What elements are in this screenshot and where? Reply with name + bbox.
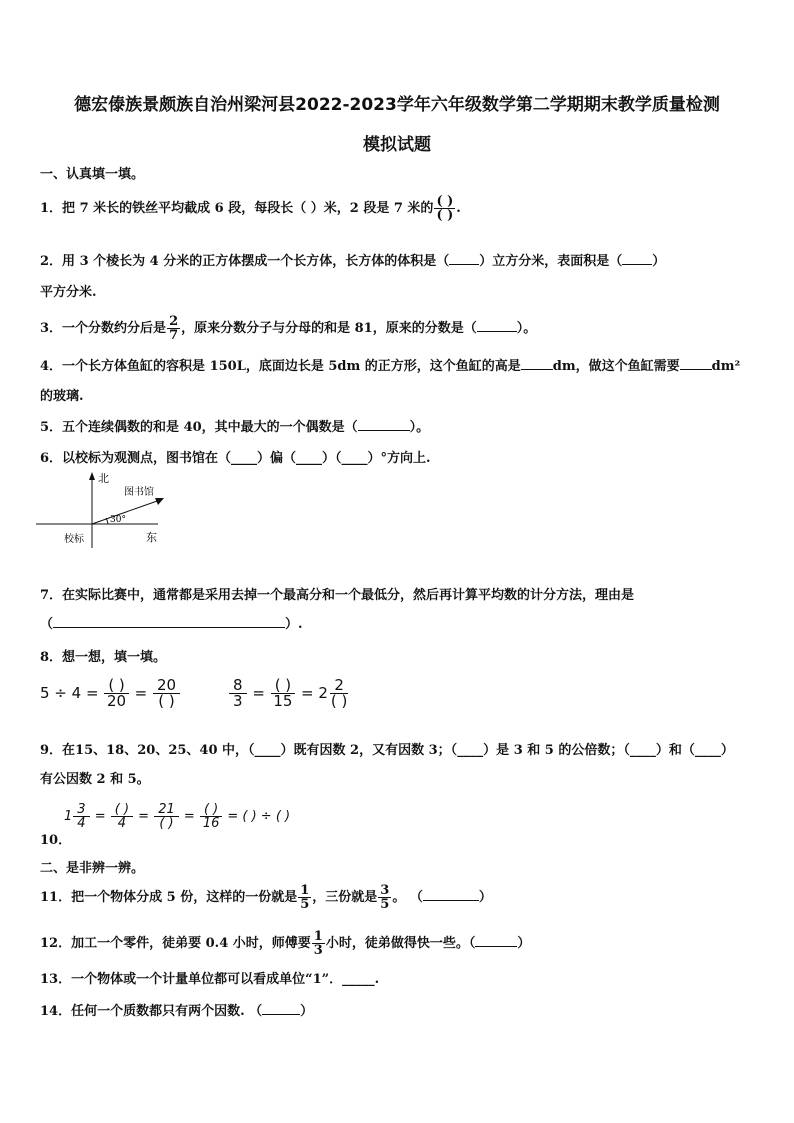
- question-4-line2: 的玻璃.: [40, 389, 84, 404]
- fraction-numerator: ( ): [104, 678, 128, 694]
- question-6: [40, 447, 431, 466]
- answer-blank[interactable]: [423, 900, 479, 901]
- library-direction-line: [92, 500, 160, 524]
- question-text: 五个连续偶数的和是 40，其中最大的一个偶数是（: [62, 420, 358, 435]
- answer-blank[interactable]: [449, 264, 479, 265]
- question-13: [40, 968, 379, 987]
- fraction-denominator: 5: [300, 897, 310, 912]
- question-text: 把 7 米长的铁丝平均截成 6 段，每段长（ ）米，2 段是 7 米的: [62, 201, 434, 216]
- equation-2: [228, 678, 350, 709]
- fraction-denominator: ( ): [330, 692, 348, 710]
- question-text: 想一想，填一填。: [62, 650, 167, 665]
- question-text: 加工一个零件，徒弟要 0.4 小时，师傅要: [71, 936, 311, 951]
- fraction-denominator: 4: [77, 816, 86, 831]
- mixed-number-whole: 1: [64, 809, 73, 824]
- question-text: ）。: [409, 420, 430, 435]
- question-11: [40, 884, 492, 911]
- question-text: ，原来分数分子与分母的和是 81，原来的分数是（: [181, 321, 477, 336]
- question-text: 用 3 个棱长为 4 分米的正方体摆成一个长方体，长方体的体积是（: [62, 254, 450, 269]
- question-text: ）: [652, 254, 666, 269]
- equals-sign: =: [183, 809, 195, 824]
- fraction-denominator: 5: [380, 897, 390, 912]
- question-text: 小时，徒弟做得快一些。（: [325, 936, 476, 951]
- fraction-numerator: 1: [300, 883, 310, 898]
- question-text: ）: [517, 936, 531, 951]
- answer-blank[interactable]: [680, 369, 712, 370]
- question-text: ，三份就是: [312, 890, 378, 905]
- answer-blank[interactable]: [262, 1014, 300, 1015]
- question-number: 6．: [40, 451, 63, 466]
- fraction-numerator: 20: [153, 678, 180, 694]
- equation-lhs: 5 ÷ 4 =: [40, 684, 99, 702]
- question-text: ）。: [516, 321, 537, 336]
- equals-sign: =: [300, 684, 314, 702]
- origin-label: 校标: [64, 534, 84, 545]
- question-text: （: [40, 617, 54, 632]
- fraction-blank[interactable]: [329, 678, 349, 709]
- question-text: 一个物体或一个计量单位都可以看成单位“1”．_____.: [71, 972, 380, 987]
- question-text: 一个分数约分后是: [62, 321, 167, 336]
- question-number: 5．: [40, 420, 63, 435]
- angle-label: 30°: [110, 515, 126, 525]
- question-number: 11．: [40, 890, 72, 905]
- library-label: 图书馆: [124, 487, 154, 498]
- fraction-denominator: ( ): [158, 692, 175, 710]
- fraction-denominator: 15: [273, 692, 293, 710]
- question-text: 在实际比赛中，通常都是采用去掉一个最高分和一个最低分，然后再计算平均数的计分方法，理由是: [62, 588, 635, 603]
- fraction-denominator: 3: [313, 943, 323, 958]
- question-text: dm²: [711, 359, 741, 374]
- fraction-blank[interactable]: [104, 678, 128, 709]
- equals-sign: =: [134, 684, 148, 702]
- fraction: [73, 803, 89, 830]
- fraction-numerator: 3: [73, 803, 89, 817]
- question-number: 7．: [40, 588, 63, 603]
- fraction: [167, 315, 180, 342]
- question-5: [40, 416, 429, 435]
- fraction-numerator: 3: [380, 883, 390, 898]
- fraction-denominator: 4: [117, 816, 127, 831]
- question-14: [40, 1000, 313, 1019]
- answer-blank[interactable]: [475, 946, 517, 947]
- question-text: ）.: [285, 617, 303, 632]
- question-text: 。 （: [392, 890, 423, 905]
- fraction-blank[interactable]: [111, 803, 133, 830]
- question-number: 12．: [40, 936, 72, 951]
- fraction-blank[interactable]: [434, 195, 455, 222]
- east-label: 东: [146, 531, 157, 544]
- question-text: ）: [478, 890, 492, 905]
- question-number: 3．: [40, 321, 63, 336]
- fraction: [378, 884, 391, 911]
- question-9-line2: 有公因数 2 和 5。: [40, 772, 150, 787]
- fraction-numerator: 2: [330, 678, 348, 694]
- fraction: [229, 678, 247, 709]
- fraction: [312, 930, 325, 957]
- question-2: [40, 250, 665, 269]
- fraction-numerator: 2: [169, 314, 179, 329]
- equals-sign: =: [138, 809, 150, 824]
- question-4: [40, 355, 740, 374]
- equals-sign: =: [94, 809, 106, 824]
- mixed-number-whole: 2: [318, 684, 328, 702]
- fraction-numerator: ( ): [436, 194, 454, 209]
- fraction-denominator: 16: [202, 816, 220, 831]
- question-number: 13．: [40, 972, 72, 987]
- question-number: 8．: [40, 650, 63, 665]
- question-8: [40, 646, 166, 665]
- question-7-line2: [40, 613, 303, 632]
- equation-1: [40, 678, 181, 709]
- fraction-blank[interactable]: [200, 803, 222, 830]
- fraction-numerator: 21: [154, 803, 179, 817]
- answer-blank[interactable]: [477, 331, 517, 332]
- fraction-blank[interactable]: [154, 803, 179, 830]
- page-title-line2: 模拟试题: [363, 135, 431, 155]
- question-text: 任何一个质数都只有两个因数. （: [71, 1004, 263, 1019]
- fraction-denominator: 3: [233, 692, 243, 710]
- question-text: 一个长方体鱼缸的容积是 150L，底面边长是 5dm 的正方形，这个鱼缸的高是: [62, 359, 521, 374]
- section-heading-2: 二、是非辨一辨。: [40, 861, 145, 876]
- direction-diagram: [36, 470, 176, 550]
- question-10-number: 10．: [40, 833, 72, 848]
- fraction-denominator: ( ): [436, 208, 454, 223]
- fraction-denominator: 7: [169, 328, 179, 343]
- fraction-denominator: 20: [107, 692, 127, 710]
- question-3: [40, 315, 536, 342]
- question-number: 9．: [40, 743, 63, 758]
- fraction-numerator: 1: [313, 929, 323, 944]
- question-number: 2．: [40, 254, 63, 269]
- answer-blank[interactable]: [53, 627, 285, 628]
- question-text: 在15、18、20、25、40 中，（____）既有因数 2，又有因数 3；（____）是 3 和 5 的公倍数；（____）和（____）: [62, 743, 734, 758]
- fraction-numerator: ( ): [111, 803, 133, 817]
- question-9: [40, 739, 734, 758]
- question-10-equation: [64, 803, 290, 830]
- fraction-numerator: 8: [229, 678, 247, 694]
- question-text-end: .: [456, 201, 461, 216]
- question-number: 1．: [40, 201, 63, 216]
- division-blank[interactable]: = ( ) ÷ ( ): [227, 809, 291, 824]
- north-arrow: [89, 472, 95, 480]
- page-title: 德宏傣族景颇族自治州梁河县2022-2023学年六年级数学第二学期期末教学质量检测: [74, 95, 720, 115]
- fraction-numerator: ( ): [271, 678, 295, 694]
- answer-blank[interactable]: [622, 264, 652, 265]
- question-number: 14．: [40, 1004, 72, 1019]
- answer-blank[interactable]: [521, 369, 553, 370]
- question-number: 4．: [40, 359, 63, 374]
- question-text: dm，做这个鱼缸需要: [552, 359, 680, 374]
- question-12: [40, 930, 530, 957]
- answer-blank[interactable]: [358, 430, 410, 431]
- question-text: ）: [300, 1004, 314, 1019]
- fraction-denominator: ( ): [159, 816, 174, 831]
- fraction-blank[interactable]: [271, 678, 295, 709]
- question-7: [40, 584, 634, 603]
- question-1: [40, 195, 461, 222]
- question-text: 把一个物体分成 5 份，这样的一份就是: [71, 890, 298, 905]
- fraction: [298, 884, 311, 911]
- question-2-line2: 平方分米.: [40, 285, 97, 300]
- fraction-blank[interactable]: [153, 678, 180, 709]
- question-text: ）立方分米，表面积是（: [479, 254, 623, 269]
- section-heading-1: 一、认真填一填。: [40, 167, 145, 182]
- fraction-numerator: ( ): [200, 803, 222, 817]
- north-label: 北: [98, 472, 109, 485]
- equals-sign: =: [252, 684, 265, 702]
- question-text: 以校标为观测点，图书馆在（____）偏（____）（____）°方向上.: [62, 451, 431, 466]
